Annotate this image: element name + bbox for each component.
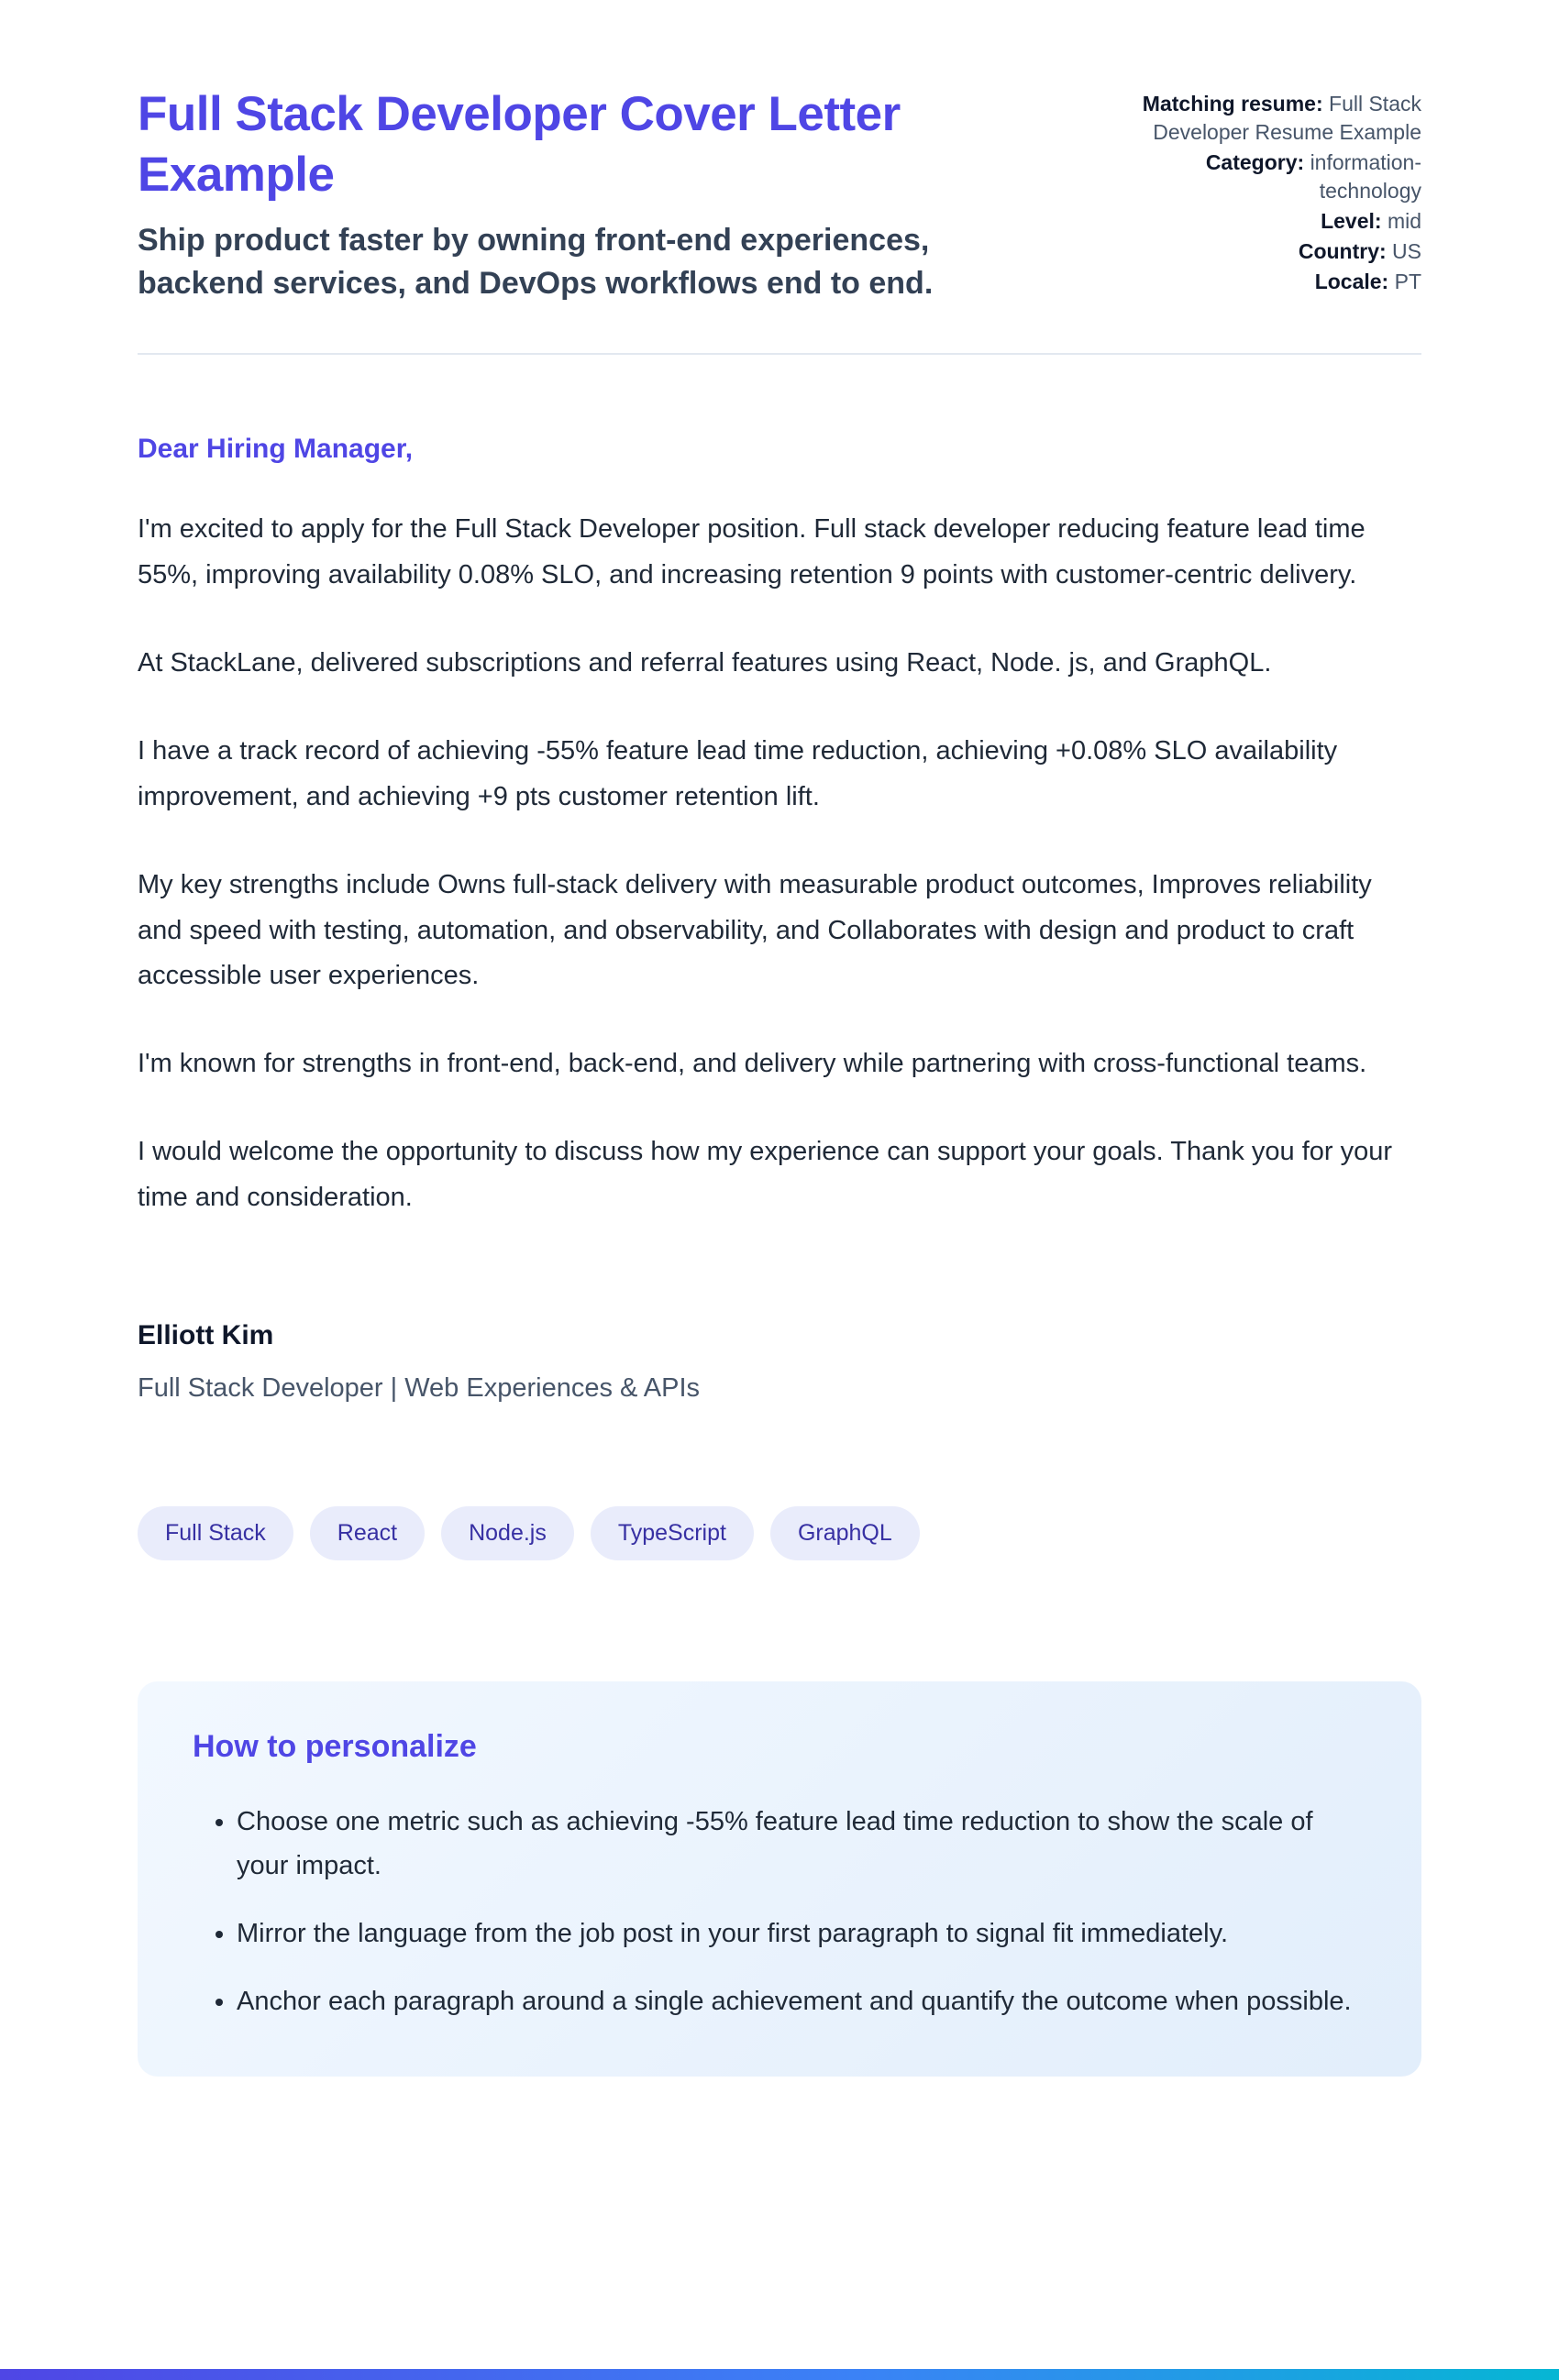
meta-label: Category: bbox=[1205, 150, 1305, 175]
meta-level bbox=[1119, 207, 1421, 236]
meta-label: Matching resume: bbox=[1142, 92, 1323, 116]
meta-category bbox=[1119, 149, 1421, 205]
meta-value: US bbox=[1392, 239, 1421, 264]
tag-react[interactable]: React bbox=[310, 1506, 425, 1560]
personalize-title: How to personalize bbox=[193, 1728, 477, 1764]
meta-value: information-technology bbox=[1310, 150, 1421, 204]
tag-list bbox=[138, 1506, 1421, 1560]
meta-value: Full Stack Developer Resume Example bbox=[1153, 92, 1421, 145]
letter-paragraph: At StackLane, delivered subscriptions and referral features using React, Node. js, and GraphQL. bbox=[138, 648, 1272, 678]
footer-accent-bar bbox=[0, 2369, 1559, 2380]
meta-panel bbox=[1119, 84, 1421, 298]
personalize-bullet: • Anchor each paragraph around a single achievement and quantify the outcome when possible. bbox=[237, 1979, 1366, 2023]
letter-greeting: Dear Hiring Manager, bbox=[138, 434, 414, 465]
header-divider bbox=[138, 353, 1421, 355]
meta-matching-resume bbox=[1119, 90, 1421, 147]
personalize-bullet: • Choose one metric such as achieving -55% feature lead time reduction to show the scale of your impact. bbox=[237, 1800, 1366, 1888]
meta-label: Level: bbox=[1321, 209, 1382, 234]
header-title-block bbox=[138, 84, 963, 305]
signature-role: Full Stack Developer | Web Experiences & APIs bbox=[138, 1372, 701, 1403]
tag-full-stack[interactable]: Full Stack bbox=[138, 1506, 293, 1560]
page-title: Full Stack Developer Cover Letter Example bbox=[138, 87, 901, 202]
tag-nodejs[interactable]: Node.js bbox=[441, 1506, 574, 1560]
page-subtitle: Ship product faster by owning front-end experiences, backend services, and DevOps workflows end to end. bbox=[138, 223, 934, 302]
letter-paragraph: I have a track record of achieving -55% feature lead time reduction, achieving +0.08% SLO availability improvement, and achieving +9 pts customer retention lift. bbox=[138, 735, 1338, 811]
meta-label: Country: bbox=[1298, 239, 1387, 264]
header bbox=[138, 84, 1421, 305]
page-container bbox=[138, 0, 1421, 2077]
letter-paragraph: My key strengths include Owns full-stack delivery with measurable product outcomes, Improves reliability and speed with testing, automation, and observability, and Collaborates with design and product to craft accessible user experiences. bbox=[138, 869, 1372, 991]
meta-label: Locale: bbox=[1314, 270, 1389, 294]
personalize-list bbox=[193, 1800, 1366, 2024]
meta-value: mid bbox=[1387, 209, 1421, 234]
tag-graphql[interactable]: GraphQL bbox=[770, 1506, 920, 1560]
tag-typescript[interactable]: TypeScript bbox=[591, 1506, 754, 1560]
meta-locale bbox=[1119, 268, 1421, 296]
signature-name: Elliott Kim bbox=[138, 1319, 274, 1350]
meta-value: PT bbox=[1394, 270, 1421, 294]
letter-paragraph: I'm excited to apply for the Full Stack Developer position. Full stack developer reducing feature lead time 55%, improving availability 0.08% SLO, and increasing retention 9 points with customer-centric delivery. bbox=[138, 514, 1366, 590]
personalize-bullet: • Mirror the language from the job post in your first paragraph to signal fit immediately. bbox=[237, 1912, 1366, 1956]
personalize-box bbox=[138, 1681, 1421, 2077]
letter-paragraph: I'm known for strengths in front-end, back-end, and delivery while partnering with cross-functional teams. bbox=[138, 1049, 1367, 1079]
meta-country bbox=[1119, 237, 1421, 266]
letter-paragraph: I would welcome the opportunity to discuss how my experience can support your goals. Thank you for your time and consideration. bbox=[138, 1137, 1393, 1212]
